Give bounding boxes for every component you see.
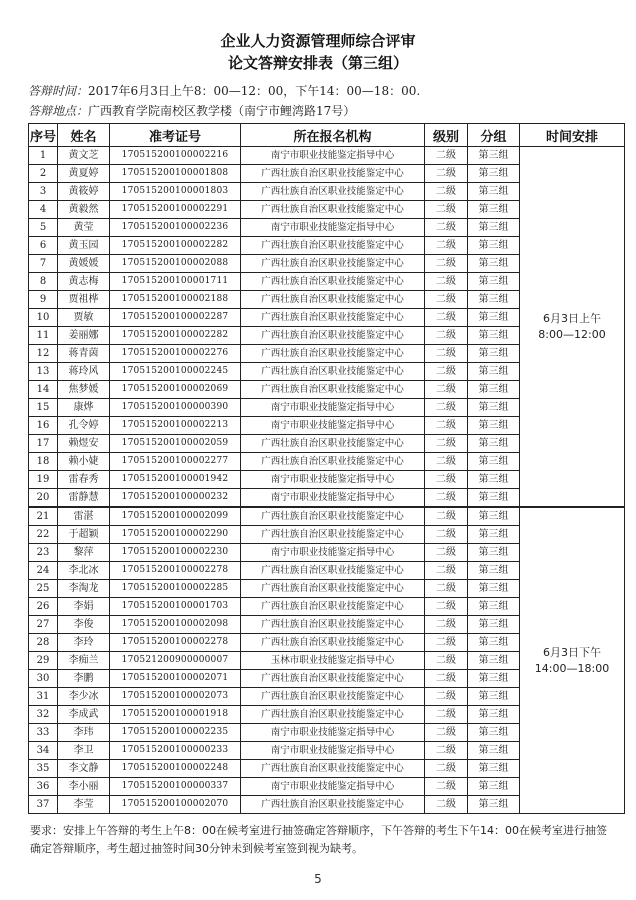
cell-name: 蒋青茵 [58, 345, 110, 363]
col-header-name: 姓名 [58, 124, 110, 147]
cell-exam-id: 170521200900000007 [110, 652, 241, 670]
cell-org: 广西壮族自治区职业技能鉴定中心 [241, 381, 425, 399]
schedule-am-time: 8:00—12:00 [538, 327, 606, 341]
cell-level: 二级 [425, 706, 468, 724]
cell-group: 第三组 [468, 453, 520, 471]
cell-no: 34 [29, 742, 58, 760]
cell-name: 姜丽娜 [58, 327, 110, 345]
cell-level: 二级 [425, 670, 468, 688]
cell-org: 广西壮族自治区职业技能鉴定中心 [241, 670, 425, 688]
col-header-id: 准考证号 [110, 124, 241, 147]
cell-no: 21 [29, 507, 58, 526]
document-title: 企业人力资源管理师综合评审 [220, 32, 416, 50]
cell-group: 第三组 [468, 507, 520, 526]
cell-level: 二级 [425, 507, 468, 526]
cell-exam-id: 170515200100002069 [110, 381, 241, 399]
cell-level: 二级 [425, 598, 468, 616]
cell-group: 第三组 [468, 363, 520, 381]
cell-no: 37 [29, 796, 58, 814]
col-header-org: 所在报名机构 [241, 124, 425, 147]
cell-group: 第三组 [468, 417, 520, 435]
cell-group: 第三组 [468, 670, 520, 688]
cell-exam-id: 170515200100002245 [110, 363, 241, 381]
cell-org: 广西壮族自治区职业技能鉴定中心 [241, 706, 425, 724]
cell-no: 11 [29, 327, 58, 345]
cell-group: 第三组 [468, 219, 520, 237]
cell-org: 广西壮族自治区职业技能鉴定中心 [241, 688, 425, 706]
cell-exam-id: 170515200100002282 [110, 327, 241, 345]
schedule-pm-cell [520, 507, 625, 814]
cell-name: 李玮 [58, 724, 110, 742]
cell-org: 广西壮族自治区职业技能鉴定中心 [241, 580, 425, 598]
cell-no: 3 [29, 183, 58, 201]
cell-no: 18 [29, 453, 58, 471]
cell-name: 李卫 [58, 742, 110, 760]
cell-exam-id: 170515200100001808 [110, 165, 241, 183]
cell-no: 30 [29, 670, 58, 688]
document-subtitle: 论文答辩安排表（第三组） [227, 54, 408, 72]
cell-name: 孔令婷 [58, 417, 110, 435]
cell-org: 广西壮族自治区职业技能鉴定中心 [241, 760, 425, 778]
cell-org: 玉林市职业技能鉴定指导中心 [241, 652, 425, 670]
cell-no: 23 [29, 544, 58, 562]
cell-name: 李鹏 [58, 670, 110, 688]
cell-group: 第三组 [468, 255, 520, 273]
cell-no: 33 [29, 724, 58, 742]
cell-exam-id: 170515200100001711 [110, 273, 241, 291]
cell-name: 赖煜安 [58, 435, 110, 453]
cell-no: 7 [29, 255, 58, 273]
cell-exam-id: 170515200100002248 [110, 760, 241, 778]
cell-org: 南宁市职业技能鉴定指导中心 [241, 742, 425, 760]
cell-group: 第三组 [468, 273, 520, 291]
cell-level: 二级 [425, 219, 468, 237]
cell-exam-id: 170515200100002071 [110, 670, 241, 688]
cell-group: 第三组 [468, 489, 520, 508]
cell-name: 李淘龙 [58, 580, 110, 598]
cell-no: 9 [29, 291, 58, 309]
cell-no: 5 [29, 219, 58, 237]
cell-no: 2 [29, 165, 58, 183]
cell-org: 南宁市职业技能鉴定指导中心 [241, 219, 425, 237]
cell-exam-id: 170515200100001703 [110, 598, 241, 616]
cell-exam-id: 170515200100002235 [110, 724, 241, 742]
cell-no: 27 [29, 616, 58, 634]
cell-exam-id: 170515200100002230 [110, 544, 241, 562]
cell-no: 20 [29, 489, 58, 508]
cell-no: 17 [29, 435, 58, 453]
requirements-note: 要求：安排上午答辩的考生上午8：00在候考室进行抽签确定答辩顺序，下午答辩的考生下午14：00在候考室进行抽签确定答辩顺序，考生超过抽签时间30分钟未到候考室签到视为缺考。 [30, 824, 607, 855]
cell-no: 26 [29, 598, 58, 616]
cell-no: 14 [29, 381, 58, 399]
cell-name: 黄媛媛 [58, 255, 110, 273]
cell-name: 蒋玲风 [58, 363, 110, 381]
exam-place-label: 答辩地点： [28, 104, 89, 118]
col-header-level: 级别 [425, 124, 468, 147]
exam-place-value: 广西教育学院南校区教学楼（南宁市鲤湾路17号） [88, 104, 356, 118]
cell-org: 广西壮族自治区职业技能鉴定中心 [241, 616, 425, 634]
col-header-schedule: 时间安排 [520, 124, 625, 147]
cell-name: 康烨 [58, 399, 110, 417]
cell-exam-id: 170515200100002278 [110, 634, 241, 652]
cell-group: 第三组 [468, 165, 520, 183]
cell-no: 22 [29, 526, 58, 544]
cell-exam-id: 170515200100000337 [110, 778, 241, 796]
cell-org: 广西壮族自治区职业技能鉴定中心 [241, 273, 425, 291]
cell-exam-id: 170515200100001918 [110, 706, 241, 724]
cell-group: 第三组 [468, 201, 520, 219]
col-header-no: 序号 [29, 124, 58, 147]
cell-group: 第三组 [468, 598, 520, 616]
cell-org: 广西壮族自治区职业技能鉴定中心 [241, 165, 425, 183]
cell-group: 第三组 [468, 706, 520, 724]
cell-no: 4 [29, 201, 58, 219]
cell-level: 二级 [425, 471, 468, 489]
table-row [29, 507, 625, 526]
cell-org: 南宁市职业技能鉴定指导中心 [241, 544, 425, 562]
cell-level: 二级 [425, 778, 468, 796]
cell-org: 广西壮族自治区职业技能鉴定中心 [241, 507, 425, 526]
exam-time-label: 答辩时间： [28, 84, 89, 98]
cell-name: 黄文芝 [58, 147, 110, 165]
cell-group: 第三组 [468, 309, 520, 327]
cell-group: 第三组 [468, 345, 520, 363]
cell-name: 李成武 [58, 706, 110, 724]
cell-level: 二级 [425, 652, 468, 670]
cell-name: 贾祖桦 [58, 291, 110, 309]
cell-group: 第三组 [468, 399, 520, 417]
cell-exam-id: 170515200100002188 [110, 291, 241, 309]
cell-exam-id: 170515200100002282 [110, 237, 241, 255]
cell-org: 广西壮族自治区职业技能鉴定中心 [241, 237, 425, 255]
cell-exam-id: 170515200100001803 [110, 183, 241, 201]
cell-group: 第三组 [468, 724, 520, 742]
cell-group: 第三组 [468, 526, 520, 544]
cell-no: 16 [29, 417, 58, 435]
cell-org: 广西壮族自治区职业技能鉴定中心 [241, 255, 425, 273]
cell-org: 广西壮族自治区职业技能鉴定中心 [241, 526, 425, 544]
cell-group: 第三组 [468, 616, 520, 634]
cell-no: 15 [29, 399, 58, 417]
cell-org: 南宁市职业技能鉴定指导中心 [241, 417, 425, 435]
schedule-am-date: 6月3日上午 [543, 311, 601, 325]
cell-exam-id: 170515200100002277 [110, 453, 241, 471]
cell-level: 二级 [425, 580, 468, 598]
cell-level: 二级 [425, 435, 468, 453]
cell-level: 二级 [425, 796, 468, 814]
cell-group: 第三组 [468, 291, 520, 309]
cell-exam-id: 170515200100002213 [110, 417, 241, 435]
cell-level: 二级 [425, 634, 468, 652]
cell-group: 第三组 [468, 742, 520, 760]
cell-group: 第三组 [468, 688, 520, 706]
cell-group: 第三组 [468, 471, 520, 489]
cell-level: 二级 [425, 616, 468, 634]
cell-org: 广西壮族自治区职业技能鉴定中心 [241, 598, 425, 616]
cell-org: 广西壮族自治区职业技能鉴定中心 [241, 435, 425, 453]
cell-exam-id: 170515200100002236 [110, 219, 241, 237]
table-row [29, 147, 625, 165]
cell-level: 二级 [425, 327, 468, 345]
cell-exam-id: 170515200100002285 [110, 580, 241, 598]
cell-no: 6 [29, 237, 58, 255]
cell-org: 广西壮族自治区职业技能鉴定中心 [241, 634, 425, 652]
cell-exam-id: 170515200100002073 [110, 688, 241, 706]
cell-name: 黄志梅 [58, 273, 110, 291]
cell-exam-id: 170515200100002059 [110, 435, 241, 453]
cell-org: 南宁市职业技能鉴定指导中心 [241, 399, 425, 417]
cell-level: 二级 [425, 345, 468, 363]
cell-org: 广西壮族自治区职业技能鉴定中心 [241, 183, 425, 201]
cell-org: 南宁市职业技能鉴定指导中心 [241, 724, 425, 742]
schedule-pm-time: 14:00—18:00 [534, 661, 610, 675]
exam-place-line [28, 102, 355, 119]
cell-level: 二级 [425, 147, 468, 165]
cell-exam-id: 170515200100002070 [110, 796, 241, 814]
schedule-am-cell [520, 147, 625, 508]
cell-name: 李莹 [58, 796, 110, 814]
cell-exam-id: 170515200100002287 [110, 309, 241, 327]
cell-level: 二级 [425, 742, 468, 760]
cell-name: 雷春秀 [58, 471, 110, 489]
cell-level: 二级 [425, 381, 468, 399]
cell-level: 二级 [425, 363, 468, 381]
cell-exam-id: 170515200100000390 [110, 399, 241, 417]
cell-name: 李娟 [58, 598, 110, 616]
table-body [29, 147, 625, 814]
cell-level: 二级 [425, 309, 468, 327]
cell-name: 黎萍 [58, 544, 110, 562]
cell-org: 广西壮族自治区职业技能鉴定中心 [241, 201, 425, 219]
cell-org: 南宁市职业技能鉴定指导中心 [241, 489, 425, 508]
cell-name: 黄筱婷 [58, 183, 110, 201]
cell-level: 二级 [425, 526, 468, 544]
cell-level: 二级 [425, 183, 468, 201]
cell-level: 二级 [425, 255, 468, 273]
cell-level: 二级 [425, 399, 468, 417]
cell-level: 二级 [425, 273, 468, 291]
cell-exam-id: 170515200100001942 [110, 471, 241, 489]
cell-exam-id: 170515200100002290 [110, 526, 241, 544]
cell-no: 13 [29, 363, 58, 381]
cell-name: 李痴兰 [58, 652, 110, 670]
cell-level: 二级 [425, 544, 468, 562]
cell-name: 贾敏 [58, 309, 110, 327]
cell-org: 广西壮族自治区职业技能鉴定中心 [241, 345, 425, 363]
cell-group: 第三组 [468, 435, 520, 453]
cell-group: 第三组 [468, 183, 520, 201]
cell-level: 二级 [425, 760, 468, 778]
cell-level: 二级 [425, 688, 468, 706]
cell-no: 12 [29, 345, 58, 363]
cell-group: 第三组 [468, 147, 520, 165]
cell-group: 第三组 [468, 544, 520, 562]
col-header-group: 分组 [468, 124, 520, 147]
cell-no: 24 [29, 562, 58, 580]
cell-org: 广西壮族自治区职业技能鉴定中心 [241, 796, 425, 814]
cell-no: 28 [29, 634, 58, 652]
cell-level: 二级 [425, 489, 468, 508]
cell-group: 第三组 [468, 796, 520, 814]
cell-group: 第三组 [468, 327, 520, 345]
cell-level: 二级 [425, 417, 468, 435]
cell-name: 雷湛 [58, 507, 110, 526]
cell-level: 二级 [425, 165, 468, 183]
cell-org: 广西壮族自治区职业技能鉴定中心 [241, 309, 425, 327]
cell-exam-id: 170515200100002278 [110, 562, 241, 580]
cell-no: 19 [29, 471, 58, 489]
cell-name: 黄莹 [58, 219, 110, 237]
cell-org: 广西壮族自治区职业技能鉴定中心 [241, 327, 425, 345]
cell-no: 32 [29, 706, 58, 724]
cell-exam-id: 170515200100000233 [110, 742, 241, 760]
cell-exam-id: 170515200100002216 [110, 147, 241, 165]
table-header-row [29, 124, 625, 147]
schedule-pm-date: 6月3日下午 [543, 645, 601, 659]
cell-org: 南宁市职业技能鉴定指导中心 [241, 778, 425, 796]
cell-exam-id: 170515200100002088 [110, 255, 241, 273]
cell-level: 二级 [425, 237, 468, 255]
cell-group: 第三组 [468, 562, 520, 580]
cell-level: 二级 [425, 562, 468, 580]
cell-exam-id: 170515200100000232 [110, 489, 241, 508]
cell-group: 第三组 [468, 580, 520, 598]
cell-name: 李少冰 [58, 688, 110, 706]
page-number: 5 [314, 872, 322, 886]
cell-name: 李文静 [58, 760, 110, 778]
exam-time-line [28, 82, 420, 99]
cell-group: 第三组 [468, 760, 520, 778]
cell-no: 29 [29, 652, 58, 670]
cell-exam-id: 170515200100002099 [110, 507, 241, 526]
cell-name: 雷静慧 [58, 489, 110, 508]
cell-exam-id: 170515200100002291 [110, 201, 241, 219]
cell-no: 36 [29, 778, 58, 796]
cell-group: 第三组 [468, 381, 520, 399]
cell-level: 二级 [425, 724, 468, 742]
cell-name: 黄玉园 [58, 237, 110, 255]
cell-name: 于超颖 [58, 526, 110, 544]
cell-no: 10 [29, 309, 58, 327]
cell-name: 李俊 [58, 616, 110, 634]
cell-name: 焦梦媛 [58, 381, 110, 399]
cell-no: 8 [29, 273, 58, 291]
cell-org: 南宁市职业技能鉴定指导中心 [241, 147, 425, 165]
cell-level: 二级 [425, 291, 468, 309]
cell-group: 第三组 [468, 634, 520, 652]
cell-exam-id: 170515200100002098 [110, 616, 241, 634]
cell-group: 第三组 [468, 778, 520, 796]
cell-no: 25 [29, 580, 58, 598]
cell-no: 31 [29, 688, 58, 706]
schedule-table [28, 123, 625, 814]
cell-org: 广西壮族自治区职业技能鉴定中心 [241, 453, 425, 471]
cell-org: 广西壮族自治区职业技能鉴定中心 [241, 363, 425, 381]
cell-no: 1 [29, 147, 58, 165]
cell-level: 二级 [425, 453, 468, 471]
cell-name: 黄夏婷 [58, 165, 110, 183]
cell-group: 第三组 [468, 652, 520, 670]
cell-no: 35 [29, 760, 58, 778]
cell-name: 赖小婕 [58, 453, 110, 471]
cell-name: 黄毅然 [58, 201, 110, 219]
cell-name: 李小丽 [58, 778, 110, 796]
cell-name: 李玲 [58, 634, 110, 652]
cell-org: 广西壮族自治区职业技能鉴定中心 [241, 291, 425, 309]
cell-org: 广西壮族自治区职业技能鉴定中心 [241, 562, 425, 580]
cell-name: 李北冰 [58, 562, 110, 580]
exam-time-value: 2017年6月3日上午8：00—12：00，下午14：00—18：00. [88, 84, 421, 98]
cell-org: 南宁市职业技能鉴定指导中心 [241, 471, 425, 489]
cell-group: 第三组 [468, 237, 520, 255]
cell-level: 二级 [425, 201, 468, 219]
cell-exam-id: 170515200100002276 [110, 345, 241, 363]
